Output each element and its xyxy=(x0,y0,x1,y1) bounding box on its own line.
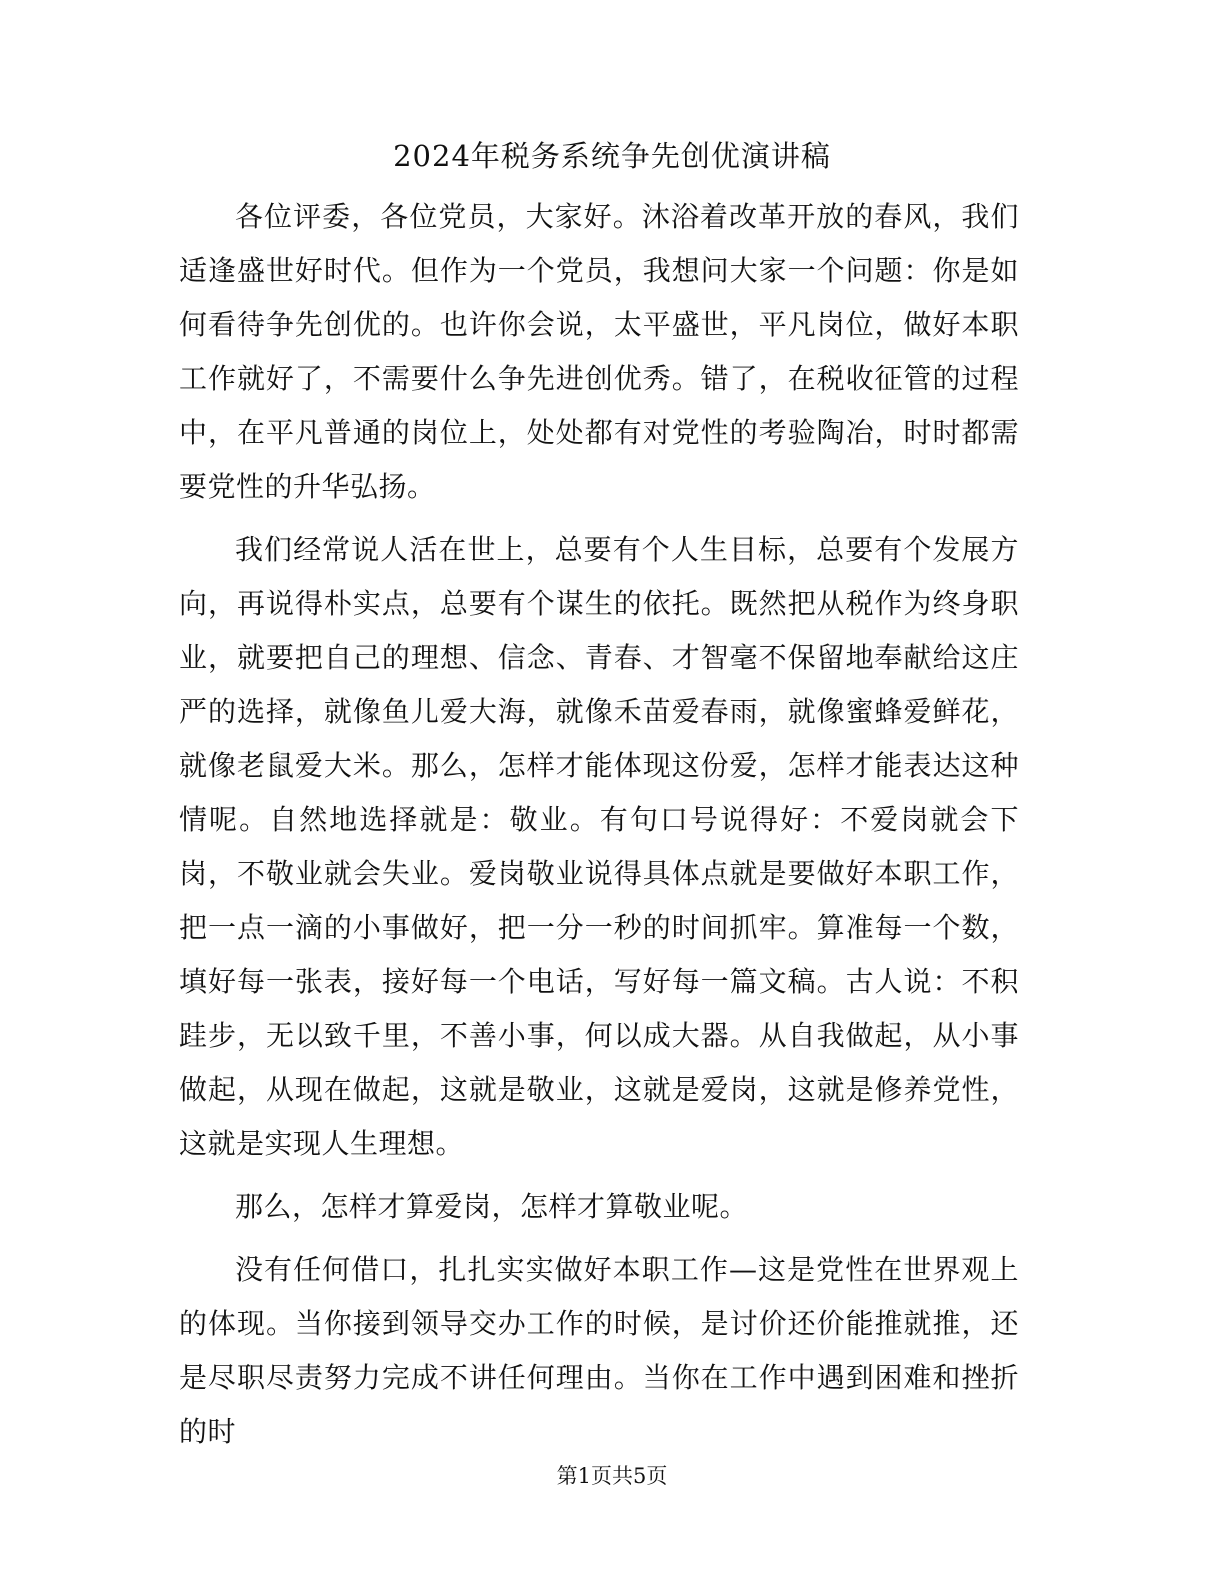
paragraph-2: 我们经常说人活在世上，总要有个人生目标，总要有个发展方向，再说得朴实点，总要有个谋生的依托。既然把从税作为终身职业，就要把自己的理想、信念、青春、才智毫不保留地奉献给这庄严的选择，就像鱼儿爱大海，就像禾苗爱春雨，就像蜜蜂爱鲜花，就像老鼠爱大米。那么，怎样才能体现这份爱，怎样才能表达这种情呢。自然地选择就是：敬业。有句口号说得好：不爱岗就会下岗，不敬业就会失业。爱岗敬业说得具体点就是要做好本职工作，把一点一滴的小事做好，把一分一秒的时间抓牢。算准每一个数，填好每一张表，接好每一个电话，写好每一篇文稿。古人说：不积跬步，无以致千里，不善小事，何以成大器。从自我做起，从小事做起，从现在做起，这就是敬业，这就是爱岗，这就是修养党性，这就是实现人生理想。 xyxy=(179,533,1019,1160)
paragraph-3: 那么，怎样才算爱岗，怎样才算敬业呢。 xyxy=(235,1190,749,1223)
document-title: 2024年税务系统争先创优演讲稿 xyxy=(393,139,831,173)
paragraph-4: 没有任何借口，扎扎实实做好本职工作—这是党性在世界观上的体现。当你接到领导交办工作的时候，是讨价还价能推就推，还是尽职尽责努力完成不讲任何理由。当你在工作中遇到困难和挫折的时 xyxy=(179,1253,1019,1448)
document-body xyxy=(179,190,1019,1459)
page-number-footer: 第1页共5页 xyxy=(556,1464,668,1488)
paragraph-1: 各位评委，各位党员，大家好。沐浴着改革开放的春风，我们适逢盛世好时代。但作为一个党员，我想问大家一个问题：你是如何看待争先创优的。也许你会说，太平盛世，平凡岗位，做好本职工作就好了，不需要什么争先进创优秀。错了，在税收征管的过程中，在平凡普通的岗位上，处处都有对党性的考验陶冶，时时都需要党性的升华弘扬。 xyxy=(179,200,1019,503)
